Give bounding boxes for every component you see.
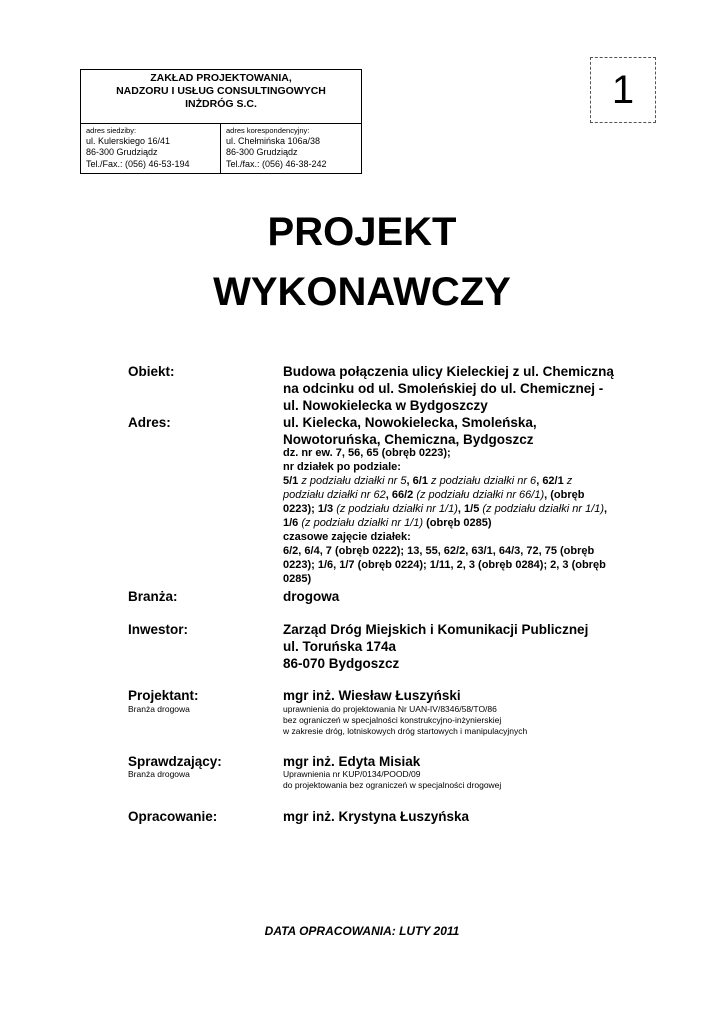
inwestor-value-line: 86-070 Bydgoszcz xyxy=(283,656,400,671)
projektant-license-line: w zakresie dróg, lotniskowych dróg startowych i manipulacyjnych xyxy=(283,726,528,736)
address-caption: adres siedziby: xyxy=(86,126,137,135)
address-phone: Tel./fax.: (056) 46-38-242 xyxy=(226,158,327,169)
document-title-line-2: WYKONAWCZY xyxy=(213,270,511,314)
division-segment: 1/3 xyxy=(317,503,334,515)
division-segment: (z podziału działki nr 66/1) xyxy=(413,489,545,501)
opracowanie-name: mgr inż. Krystyna Łuszyńska xyxy=(283,809,470,824)
address-caption: adres korespondencyjny: xyxy=(226,126,310,135)
correspondence-address xyxy=(221,124,361,173)
company-name-line: NADZORU I USŁUG CONSULTINGOWYCH xyxy=(116,85,326,97)
branza-label: Branża: xyxy=(128,589,178,604)
division-segment: (z podziału działki nr 1/1) xyxy=(333,503,458,515)
sprawdzajacy-license-line: Uprawnienia nr KUP/0134/POOD/09 xyxy=(283,769,421,779)
address-phone: Tel./Fax.: (056) 46-53-194 xyxy=(86,158,190,169)
division-segment: 62/1 xyxy=(542,475,564,487)
division-segment: z podziału działki nr 5 xyxy=(298,475,407,487)
division-segment: 66/2 xyxy=(391,489,414,501)
division-line xyxy=(283,475,572,488)
company-name-line: ZAKŁAD PROJEKTOWANIA, xyxy=(150,72,292,84)
address-street: ul. Kulerskiego 16/41 xyxy=(86,136,171,146)
division-segment: z xyxy=(563,475,573,487)
document-title-line-1: PROJEKT xyxy=(267,210,457,254)
projektant-license-line: uprawnienia do projektowania Nr UAN-IV/8346/58/TO/86 xyxy=(283,704,497,714)
division-line xyxy=(283,517,492,530)
inwestor-label: Inwestor: xyxy=(128,622,189,637)
sprawdzajacy-license-line: do projektowania bez ograniczeń w specjalności drogowej xyxy=(283,780,502,790)
division-segment: , xyxy=(536,475,543,487)
registered-address xyxy=(81,124,221,173)
obiekt-value-line: ul. Nowokielecka w Bydgoszczy xyxy=(283,398,488,413)
division-segment: 1/6 xyxy=(283,517,299,529)
inwestor-value-line: Zarząd Dróg Miejskich i Komunikacji Publicznej xyxy=(283,622,589,637)
obiekt-label: Obiekt: xyxy=(128,364,175,379)
company-name xyxy=(81,70,361,124)
division-segment: 6/1 xyxy=(412,475,428,487)
division-segment: 5/1 xyxy=(283,475,299,487)
obiekt-value-line: na odcinku od ul. Smoleńskiej do ul. Chemicznej - xyxy=(283,381,604,396)
branza-value: drogowa xyxy=(283,589,340,604)
division-segment: , xyxy=(406,475,413,487)
division-line xyxy=(283,489,584,502)
adres-value-line: Nowotoruńska, Chemiczna, Bydgoszcz xyxy=(283,432,534,447)
division-segment: , (obręb xyxy=(544,489,585,501)
division-segment: z podziału działki nr 6 xyxy=(427,475,537,487)
company-addresses xyxy=(81,124,361,173)
sprawdzajacy-label: Sprawdzający: xyxy=(128,754,222,769)
address-street: ul. Chełmińska 106a/38 xyxy=(226,136,321,146)
division-segment: (z podziału działki nr 1/1) xyxy=(479,503,605,515)
opracowanie-label: Opracowanie: xyxy=(128,809,218,824)
projektant-name: mgr inż. Wiesław Łuszyński xyxy=(283,688,461,703)
parcels-after-division-header: nr działek po podziale: xyxy=(283,461,401,473)
projektant-branch: Branża drogowa xyxy=(128,704,190,714)
parcel-numbers: dz. nr ew. 7, 56, 65 (obręb 0223); xyxy=(283,447,451,459)
temporary-occupation-line: 0223); 1/6, 1/7 (obręb 0224); 1/11, 2, 3 (obręb 0284); 2, 3 (obręb xyxy=(283,559,606,571)
sprawdzajacy-branch: Branża drogowa xyxy=(128,769,190,779)
division-segment: , xyxy=(604,503,608,515)
division-segment: podziału działki nr 62 xyxy=(283,489,386,501)
company-info-box xyxy=(80,69,362,174)
division-segment: (obręb 0285) xyxy=(423,517,492,529)
address-city: 86-300 Grudziądz xyxy=(86,147,158,158)
temporary-occupation-line: 0285) xyxy=(283,573,312,585)
adres-value-line: ul. Kielecka, Nowokielecka, Smoleńska, xyxy=(283,415,537,430)
division-segment: 1/5 xyxy=(464,503,480,515)
sprawdzajacy-name: mgr inż. Edyta Misiak xyxy=(283,754,421,769)
address-city: 86-300 Grudziądz xyxy=(226,147,298,158)
division-line xyxy=(283,503,607,516)
company-name-line: INŻDRÓG S.C. xyxy=(185,98,257,110)
division-segment: 0223); xyxy=(283,503,318,515)
inwestor-value-line: ul. Toruńska 174a xyxy=(283,639,397,654)
temporary-occupation-line: 6/2, 6/4, 7 (obręb 0222); 13, 55, 62/2, 63/1, 64/3, 72, 75 (obręb xyxy=(283,545,595,557)
projektant-label: Projektant: xyxy=(128,688,199,703)
adres-label: Adres: xyxy=(128,415,171,430)
division-segment: , xyxy=(457,503,465,515)
temporary-occupation-header: czasowe zajęcie działek: xyxy=(283,531,411,543)
projektant-license-line: bez ograniczeń w specjalności konstrukcyjno-inżynierskiej xyxy=(283,715,502,725)
division-segment: , xyxy=(385,489,392,501)
volume-number: 1 xyxy=(590,57,656,123)
obiekt-value-line: Budowa połączenia ulicy Kieleckiej z ul. Chemiczną xyxy=(283,364,614,379)
preparation-date: DATA OPRACOWANIA: LUTY 2011 xyxy=(264,924,460,938)
division-segment: (z podziału działki nr 1/1) xyxy=(298,517,424,529)
